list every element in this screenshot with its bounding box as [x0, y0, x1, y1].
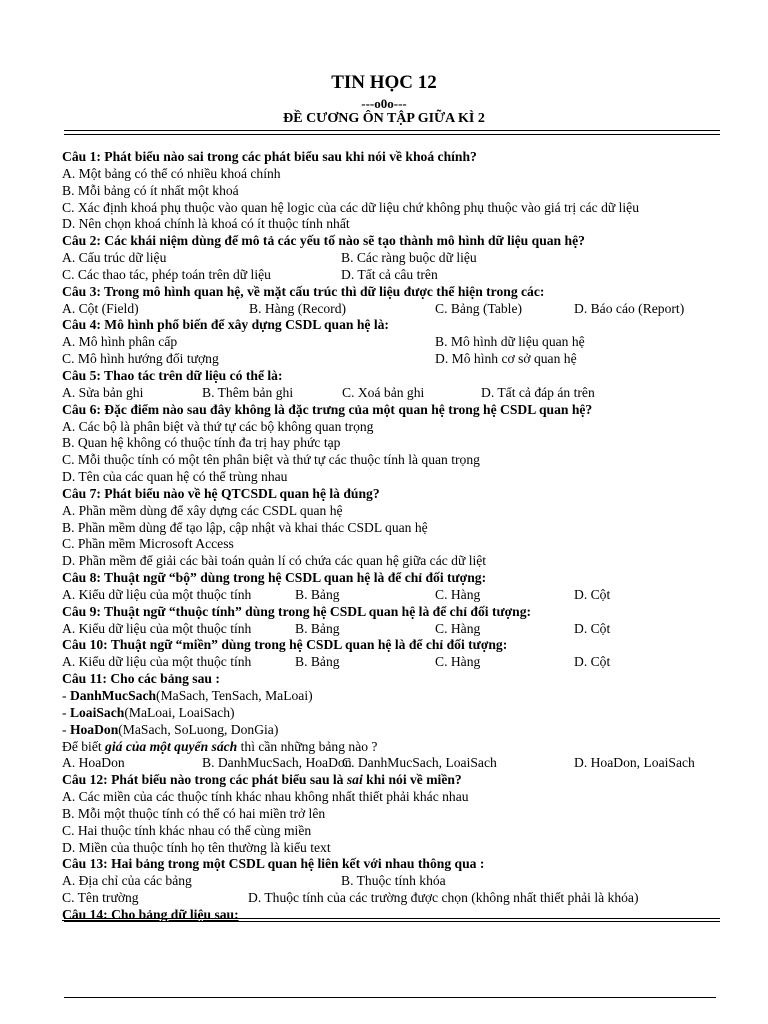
q11-table-1-dash: - [62, 688, 70, 703]
q4-option-b: B. Mô hình dữ liệu quan hệ [435, 334, 585, 350]
section-rule-bottom [64, 921, 720, 922]
q4-option-d: D. Mô hình cơ sở quan hệ [435, 351, 577, 367]
q13-option-a: A. Địa chỉ của các bảng [62, 873, 192, 889]
q10-option-c: C. Hàng [435, 654, 481, 670]
q3-options-row [62, 301, 728, 318]
q3-option-a: A. Cột (Field) [62, 300, 139, 316]
q12-option-b: B. Mỗi một thuộc tính có thể có hai miền trở lên [62, 805, 326, 821]
question-2: Câu 2: Các khái niệm dùng để mô tả các yếu tố nào sẽ tạo thành mô hình dữ liệu quan hệ? [62, 233, 585, 249]
q6-option-b: B. Quan hệ không có thuộc tính đa trị hay phức tạp [62, 435, 341, 451]
question-12 [62, 772, 728, 789]
question-11: Câu 11: Cho các bảng sau : [62, 671, 220, 687]
q12-text-post: khi nói về miền? [362, 772, 462, 788]
q4-options-row-2 [62, 351, 728, 368]
q8-option-a: A. Kiểu dữ liệu của một thuộc tính [62, 586, 252, 602]
q11-options-row [62, 755, 728, 772]
q10-option-a: A. Kiểu dữ liệu của một thuộc tính [62, 654, 252, 670]
q4-option-c: C. Mô hình hướng đối tượng [62, 351, 219, 367]
q12-option-a: A. Các miền của các thuộc tính khác nhau không nhất thiết phải khác nhau [62, 789, 469, 805]
q2-option-d: D. Tất cả câu trên [341, 266, 438, 282]
q3-option-d: D. Báo cáo (Report) [574, 300, 685, 316]
q5-options-row [62, 385, 728, 402]
q4-option-a: A. Mô hình phân cấp [62, 334, 178, 350]
q4-options-row-1 [62, 334, 728, 351]
q11-prompt-emphasis: giá của một quyển sách [105, 738, 238, 754]
question-3: Câu 3: Trong mô hình quan hệ, về mặt cấu trúc thì dữ liệu được thể hiện trong các: [62, 283, 545, 299]
q9-options-row [62, 621, 728, 638]
q2-option-b: B. Các ràng buộc dữ liệu [341, 250, 477, 266]
q9-option-a: A. Kiểu dữ liệu của một thuộc tính [62, 620, 252, 636]
q11-table-3-dash: - [62, 721, 70, 737]
question-4: Câu 4: Mô hình phổ biến để xây dựng CSDL quan hệ là: [62, 317, 389, 333]
question-8: Câu 8: Thuật ngữ “bộ” dùng trong hệ CSDL quan hệ là để chỉ đối tượng: [62, 570, 487, 586]
q12-option-d: D. Miền của thuộc tính họ tên thường là kiểu text [62, 839, 331, 855]
question-13: Câu 13: Hai bảng trong một CSDL quan hệ liên kết với nhau thông qua : [62, 856, 485, 872]
q11-table-1-fields: (MaSach, TenSach, MaLoai) [156, 688, 313, 703]
q12-text-emphasis: sai [346, 772, 363, 788]
q2-option-a: A. Cấu trúc dữ liệu [62, 250, 167, 266]
q9-option-c: C. Hàng [435, 620, 481, 636]
q11-table-2-fields: (MaLoai, LoaiSach) [124, 704, 235, 720]
q1-option-b: B. Mỗi bảng có ít nhất một khoá [62, 182, 239, 198]
q3-option-c: C. Bảng (Table) [435, 300, 523, 316]
q13-option-c: C. Tên trường [62, 890, 139, 906]
q1-option-c: C. Xác định khoá phụ thuộc vào quan hệ logic của các dữ liệu chứ không phụ thuộc vào giá trị các dữ liệu [62, 199, 640, 215]
q8-option-d: D. Cột [574, 586, 611, 602]
q11-prompt [62, 739, 728, 756]
q10-option-d: D. Cột [574, 654, 611, 670]
q5-option-c: C. Xoá bản ghi [342, 384, 425, 400]
q11-table-3-fields: (MaSach, SoLuong, DonGia) [118, 721, 279, 737]
q11-table-1-name: DanhMucSach [69, 688, 157, 703]
q12-text-pre: Câu 12: Phát biểu nào trong các phát biểu sau là [62, 772, 347, 788]
q13-options-row-1 [62, 873, 728, 890]
q6-option-c: C. Mỗi thuộc tính có một tên phân biệt và thứ tự các thuộc tính là quan trọng [62, 452, 480, 468]
question-1: Câu 1: Phát biểu nào sai trong các phát biểu sau khi nói về khoá chính? [62, 149, 477, 164]
q11-option-a: A. HoaDon [62, 755, 125, 771]
q7-option-a: A. Phần mềm dùng để xây dựng các CSDL quan hệ [62, 502, 343, 518]
q1-option-a: A. Một bảng có thể có nhiều khoá chính [62, 165, 281, 181]
q7-option-d: D. Phần mềm để giải các bài toán quản lí có chứa các quan hệ giữa các dữ liệt [62, 553, 487, 569]
q11-prompt-post: thì cần những bảng nào ? [237, 738, 378, 754]
document-title: TIN HỌC 12 [331, 72, 437, 93]
q3-option-b: B. Hàng (Record) [249, 300, 347, 316]
q10-option-b: B. Bảng [295, 654, 340, 670]
q1-option-d: D. Nên chọn khoá chính là khoá có ít thuộc tính nhất [62, 216, 350, 232]
section-rule-top [64, 918, 720, 919]
q9-option-d: D. Cột [574, 620, 611, 636]
q6-option-a: A. Các bộ là phân biệt và thứ tự các bộ không quan trọng [62, 418, 374, 434]
question-10: Câu 10: Thuật ngữ “miền” dùng trong hệ CSDL quan hệ là để chỉ đối tượng: [62, 637, 508, 653]
q11-table-2-dash: - [62, 704, 70, 720]
q7-option-b: B. Phần mềm dùng để tạo lập, cập nhật và khai thác CSDL quan hệ [62, 519, 428, 535]
question-list [62, 149, 728, 924]
q2-option-c: C. Các thao tác, phép toán trên dữ liệu [62, 266, 271, 282]
q12-option-c: C. Hai thuộc tính khác nhau có thể cùng miền [62, 822, 312, 838]
q6-option-d: D. Tên của các quan hệ có thể trùng nhau [62, 469, 288, 485]
q13-option-d: D. Thuộc tính của các trường được chọn (không nhất thiết phải là khóa) [248, 890, 639, 906]
question-7: Câu 7: Phát biểu nào về hệ QTCSDL quan hệ là đúng? [62, 485, 380, 501]
q11-table-danhmucsach [62, 688, 728, 705]
q11-option-d: D. HoaDon, LoaiSach [574, 755, 695, 771]
footer-line [64, 997, 716, 998]
q11-table-2-name: LoaiSach [69, 704, 125, 720]
header-rule-bottom [64, 134, 720, 135]
q5-option-b: B. Thêm bản ghi [202, 384, 294, 400]
q11-prompt-pre: Để biết [62, 738, 106, 754]
q8-option-b: B. Bảng [295, 586, 340, 602]
title-ornament: ---o0o--- [361, 96, 407, 111]
question-6: Câu 6: Đặc điểm nào sau đây không là đặc trưng của một quan hệ trong hệ CSDL quan hệ? [62, 401, 593, 417]
q11-option-c: C. DanhMucSach, LoaiSach [342, 755, 497, 771]
q11-table-3-name: HoaDon [69, 721, 119, 737]
q11-table-hoadon [62, 722, 728, 739]
q13-option-b: B. Thuộc tính khóa [341, 873, 446, 889]
q10-options-row [62, 654, 728, 671]
q2-options-row-2 [62, 267, 728, 284]
document-subtitle: ĐỀ CƯƠNG ÔN TẬP GIỮA KÌ 2 [283, 111, 485, 126]
q5-option-a: A. Sửa bản ghi [62, 384, 144, 400]
q7-option-c: C. Phần mềm Microsoft Access [62, 536, 234, 552]
q11-option-b: B. DanhMucSach, HoaDon [202, 755, 352, 771]
q2-options-row-1 [62, 250, 728, 267]
q13-options-row-2 [62, 890, 728, 907]
q11-table-loaisach [62, 705, 728, 722]
question-14: Câu 14: Cho bảng dữ liệu sau: [62, 906, 239, 922]
question-5: Câu 5: Thao tác trên dữ liệu có thể là: [62, 367, 283, 383]
header-rule-top [64, 130, 720, 131]
question-9: Câu 9: Thuật ngữ “thuộc tính” dùng trong hệ CSDL quan hệ là để chỉ đối tượng: [62, 603, 532, 619]
q8-options-row [62, 587, 728, 604]
q9-option-b: B. Bảng [295, 620, 340, 636]
q8-option-c: C. Hàng [435, 586, 481, 602]
q5-option-d: D. Tất cả đáp án trên [481, 384, 595, 400]
